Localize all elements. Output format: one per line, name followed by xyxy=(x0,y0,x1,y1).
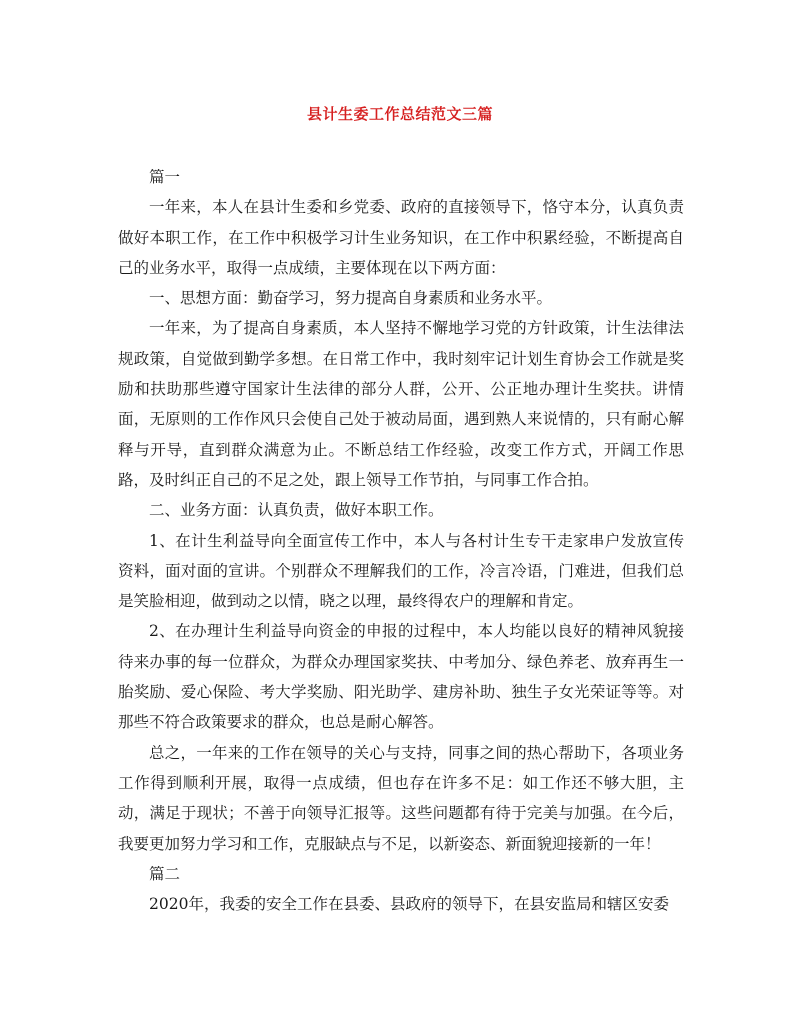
section-heading-1: 篇一 xyxy=(149,168,181,186)
paragraph-section-2-start: 2020年，我委的安全工作在县委、县政府的领导下，在县安监局和辖区安委 xyxy=(149,895,669,914)
paragraph-summary: 总之，一年来的工作在领导的关心与支持，同事之间的热心帮助下，各项业务工作得到顺利开展，取得一点成绩，但也存在许多不足：如工作还不够大胆，主动，满足于现状；不善于向领导汇报等。这些问题都有待于完美与加强。在今后，我要更加努力学习和工作，克服缺点与不足，以新姿态、新面貌迎接新的一年！ xyxy=(118,743,684,853)
subheading-thought: 一、思想方面：勤奋学习，努力提高自身素质和业务水平。 xyxy=(149,289,553,308)
paragraph-item-1: 1、在计生利益导向全面宣传工作中，本人与各村计生专干走家串户发放宣传资料，面对面的宣讲。个别群众不理解我们的工作，冷言冷语，门难进，但我们总是笑脸相迎，做到动之以情，晓之以理，最终得农户的理解和肯定。 xyxy=(118,531,684,611)
paragraph-item-2: 2、在办理计生利益导向资金的申报的过程中，本人均能以良好的精神风貌接待来办事的每一位群众，为群众办理国家奖扶、中考加分、绿色养老、放弃再生一胎奖励、爱心保险、考大学奖励、阳光助学、建房补助、独生子女光荣证等等。对那些不符合政策要求的群众，也总是耐心解答。 xyxy=(118,622,684,732)
paragraph-intro: 一年来，本人在县计生委和乡党委、政府的直接领导下，恪守本分，认真负责做好本职工作，在工作中积极学习计生业务知识，在工作中积累经验，不断提高自己的业务水平，取得一点成绩，主要体现在以下两方面： xyxy=(118,198,684,277)
document-title: 县计生委工作总结范文三篇 xyxy=(306,105,493,123)
section-heading-2: 篇二 xyxy=(149,864,181,883)
document-body xyxy=(118,162,684,919)
subheading-business: 二、业务方面：认真负责，做好本职工作。 xyxy=(149,501,444,520)
paragraph-thought: 一年来，为了提高自身素质，本人坚持不懈地学习党的方针政策，计生法律法规政策，自觉做到勤学多想。在日常工作中，我时刻牢记计划生育协会工作就是奖励和扶助那些遵守国家计生法律的部分人群，公开、公正地办理计生奖扶。讲情面，无原则的工作作风只会使自己处于被动局面，遇到熟人来说情的，只有耐心解释与开导，直到群众满意为止。不断总结工作经验，改变工作方式，开阔工作思路，及时纠正自己的不足之处，跟上领导工作节拍，与同事工作合拍。 xyxy=(118,319,684,489)
